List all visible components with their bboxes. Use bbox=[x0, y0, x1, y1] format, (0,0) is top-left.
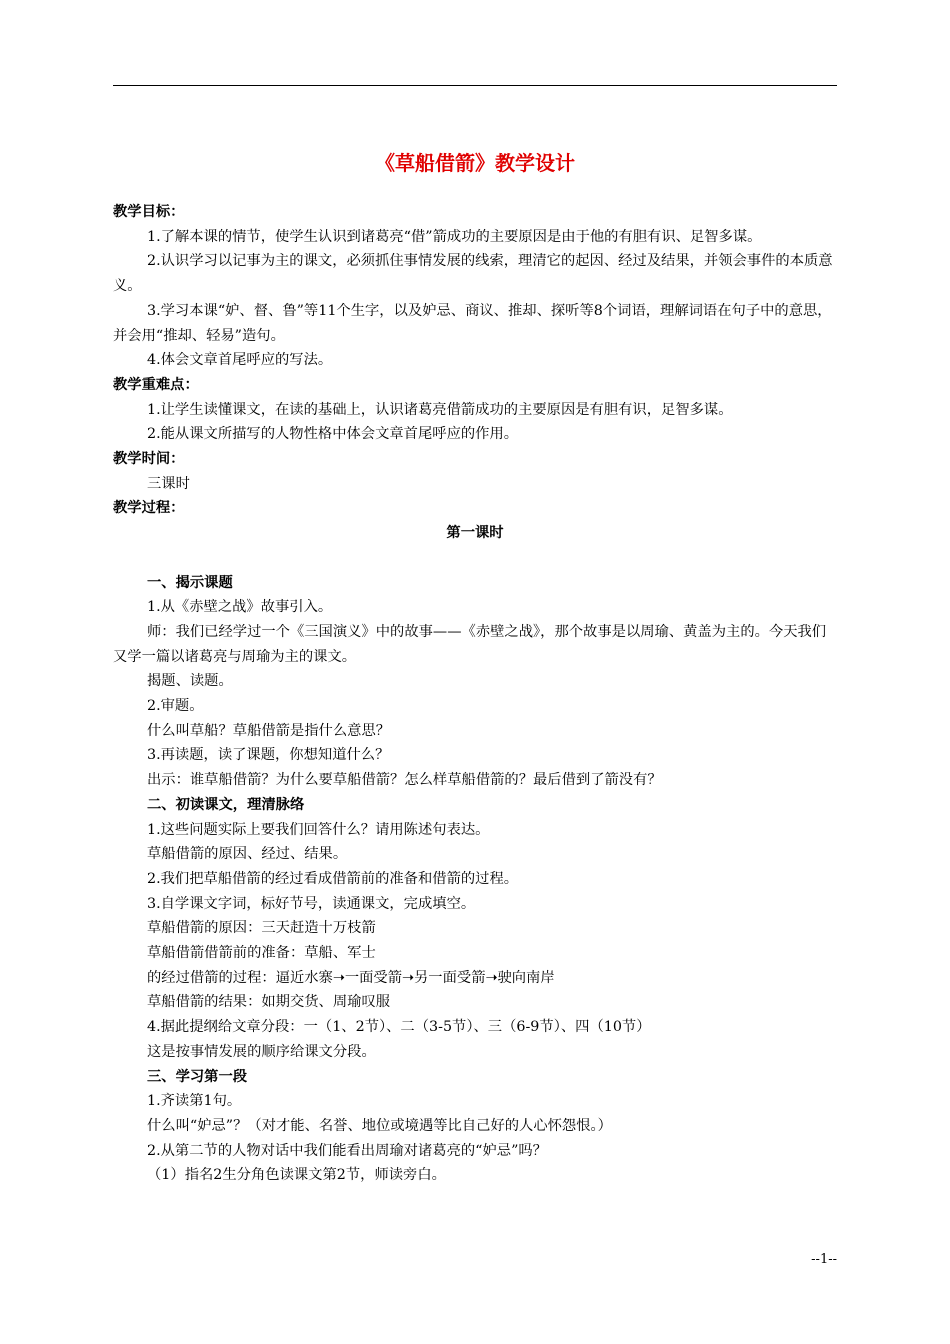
part2-line: 3.自学课文字词，标好节号，读通课文，完成填空。 bbox=[147, 895, 476, 912]
document-body bbox=[113, 200, 837, 1188]
part1-line: 揭题、读题。 bbox=[147, 673, 233, 690]
page-number: --1-- bbox=[811, 1252, 837, 1267]
keypoint-item: 1.让学生读懂课文，在读的基础上，认识诸葛亮借箭成功的主要原因是有胆有识，足智多谋。 bbox=[147, 401, 733, 418]
goal-item: 2.认识学习以记事为主的课文，必须抓住事情发展的线索，理清它的起因、经过及结果，并领会事件的本质意义。 bbox=[113, 253, 833, 295]
goals-heading: 教学目标： bbox=[113, 204, 185, 220]
part1-line: 师：我们已经学过一个《三国演义》中的故事——《赤壁之战》，那个故事是以周瑜、黄盖为主的。今天我们又学一篇以诸葛亮与周瑜为主的课文。 bbox=[113, 623, 827, 665]
document-title: 《草船借箭》教学设计 bbox=[375, 151, 575, 175]
part2-line: 草船借箭的原因：三天赶造十万枝箭 bbox=[147, 920, 376, 937]
part3-line: 2.从第二节的人物对话中我们能看出周瑜对诸葛亮的“妒忌”吗？ bbox=[147, 1142, 547, 1159]
goal-item: 4.体会文章首尾呼应的写法。 bbox=[147, 352, 333, 369]
part2-line: 这是按事情发展的顺序给课文分段。 bbox=[147, 1043, 376, 1060]
part2-line: 的经过借箭的过程：逼近水寨➝一面受箭➝另一面受箭➝驶向南岸 bbox=[147, 969, 555, 986]
part2-line: 草船借箭借箭前的准备：草船、军士 bbox=[147, 945, 376, 962]
keypoint-item: 2.能从课文所描写的人物性格中体会文章首尾呼应的作用。 bbox=[147, 426, 519, 443]
goal-item: 3.学习本课“妒、督、鲁”等11个生字，以及妒忌、商议、推却、探听等8个词语，理解词语在句子中的意思，并会用“推却、轻易”造句。 bbox=[113, 302, 832, 344]
part2-heading: 二、初读课文，理清脉络 bbox=[147, 796, 305, 813]
part2-line: 草船借箭的原因、经过、结果。 bbox=[147, 846, 348, 863]
part1-line: 什么叫草船？草船借箭是指什么意思？ bbox=[147, 722, 391, 739]
part1-line: 1.从《赤壁之战》故事引入。 bbox=[147, 599, 333, 616]
part3-line: 什么叫“妒忌”？（对才能、名誉、地位或境遇等比自己好的人心怀怨恨。） bbox=[147, 1118, 612, 1134]
part3-line: 1.齐读第1句。 bbox=[147, 1093, 242, 1110]
part2-line: 2.我们把草船借箭的经过看成借箭前的准备和借箭的过程。 bbox=[147, 870, 519, 887]
part1-line: 出示：谁草船借箭？为什么要草船借箭？怎么样草船借箭的？最后借到了箭没有？ bbox=[147, 772, 662, 789]
part3-heading: 三、学习第一段 bbox=[147, 1068, 248, 1085]
part2-line: 1.这些问题实际上要我们回答什么？请用陈述句表达。 bbox=[147, 821, 490, 838]
part1-line: 3.再读题，读了课题，你想知道什么？ bbox=[147, 747, 390, 764]
spacer bbox=[113, 546, 837, 571]
header-rule bbox=[113, 85, 837, 86]
part1-line: 2.审题。 bbox=[147, 698, 204, 715]
part2-line: 4.据此提纲给文章分段：一（1、2节）、二（3-5节）、三（6-9节）、四（10节） bbox=[147, 1019, 651, 1036]
time-text: 三课时 bbox=[147, 475, 190, 492]
keypoints-heading: 教学重难点： bbox=[113, 376, 199, 393]
goal-item: 1.了解本课的情节，使学生认识到诸葛亮“借”箭成功的主要原因是由于他的有胆有识、足智多谋。 bbox=[147, 228, 762, 245]
part3-line: （1）指名2生分角色读课文第2节，师读旁白。 bbox=[147, 1167, 446, 1184]
part1-heading: 一、揭示课题 bbox=[147, 574, 233, 591]
part2-line: 草船借箭的结果：如期交货、周瑜叹服 bbox=[147, 994, 391, 1011]
process-heading: 教学过程： bbox=[113, 500, 185, 517]
time-heading: 教学时间： bbox=[113, 451, 185, 468]
lesson-title: 第一课时 bbox=[446, 525, 504, 542]
